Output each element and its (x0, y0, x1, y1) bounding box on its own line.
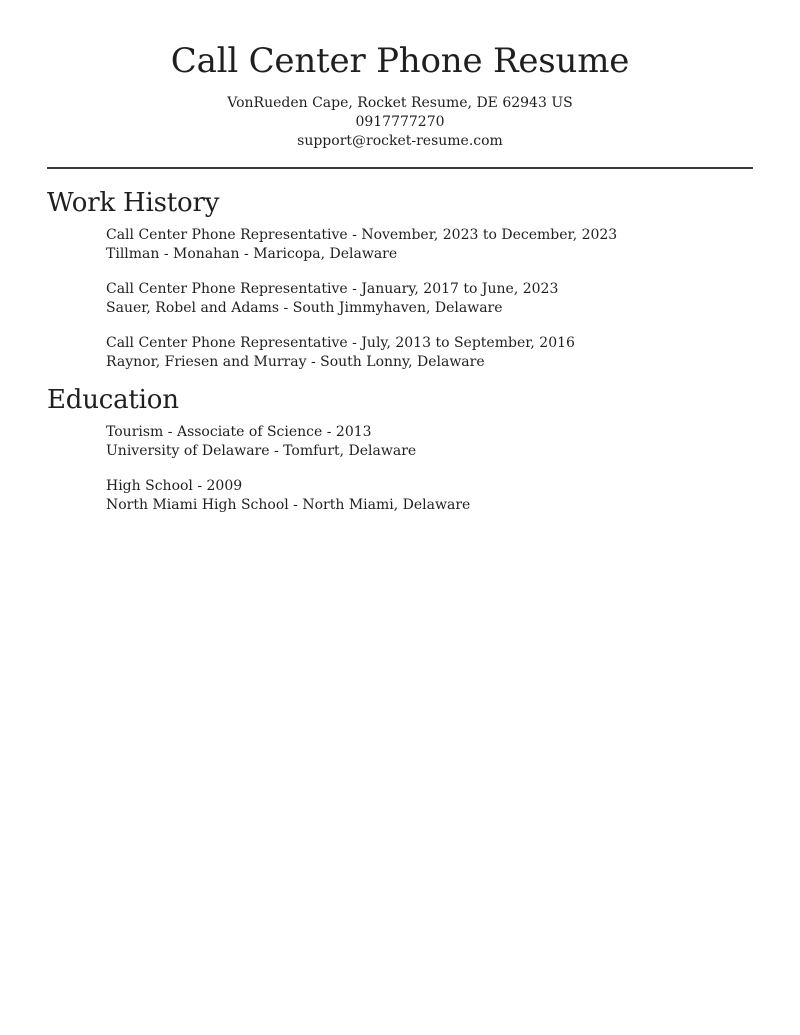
separator: - (288, 496, 303, 513)
work-entry-title-line (106, 226, 753, 245)
work-entry (106, 334, 753, 371)
work-entry-employer-line (106, 299, 753, 318)
work-entry-employer-line (106, 245, 753, 264)
job-end-date: June, 2023 (481, 281, 559, 297)
job-position: Call Center Phone Representative (106, 227, 348, 243)
separator: - (347, 227, 362, 243)
education-entry (106, 477, 753, 514)
employer-location: South Lonny, Delaware (320, 353, 485, 370)
separator: - (279, 299, 293, 316)
work-history-list (47, 226, 753, 371)
separator: - (269, 442, 284, 459)
header-divider (47, 167, 753, 169)
contact-phone: 0917777270 (355, 114, 445, 130)
work-entry-title-line (106, 280, 753, 299)
education-degree-line: Tourism - Associate of Science - 2013 (106, 424, 372, 440)
education-section (47, 383, 753, 514)
work-entry (106, 280, 753, 317)
education-degree-line: High School - 2009 (106, 478, 243, 494)
separator: - (347, 335, 362, 351)
work-entry-title-line (106, 334, 753, 353)
job-start-date: November, 2023 (361, 227, 479, 243)
work-entry (106, 226, 753, 263)
work-entry-employer-line (106, 353, 753, 372)
employer-name: Raynor, Friesen and Murray (106, 353, 307, 370)
job-end-date: September, 2016 (453, 335, 575, 351)
separator: - (306, 353, 321, 370)
job-end-date: December, 2023 (501, 227, 618, 243)
work-history-section (47, 186, 753, 371)
education-list (47, 423, 753, 514)
school-name: University of Delaware (106, 442, 270, 459)
employer-location: Maricopa, Delaware (253, 245, 398, 262)
employer-name: Tillman - Monahan (106, 245, 240, 262)
resume-title: Call Center Phone Resume (170, 41, 630, 81)
separator: - (347, 281, 362, 297)
date-separator: to (478, 227, 502, 243)
contact-info (47, 94, 753, 151)
employer-name: Sauer, Robel and Adams (106, 299, 280, 316)
school-name: North Miami High School (106, 496, 289, 513)
school-location: North Miami, Delaware (302, 496, 471, 513)
education-entry (106, 423, 753, 460)
job-start-date: January, 2017 (361, 281, 459, 297)
work-history-heading: Work History (47, 188, 220, 218)
resume-header (47, 38, 753, 151)
contact-email: support@rocket-resume.com (297, 133, 503, 149)
job-position: Call Center Phone Representative (106, 335, 348, 351)
education-school-line (106, 442, 753, 461)
date-separator: to (458, 281, 482, 297)
job-position: Call Center Phone Representative (106, 281, 348, 297)
contact-address: VonRueden Cape, Rocket Resume, DE 62943 US (227, 95, 573, 111)
education-school-line (106, 496, 753, 515)
date-separator: to (431, 335, 454, 351)
school-location: Tomfurt, Delaware (283, 442, 417, 459)
education-heading: Education (47, 385, 179, 415)
job-start-date: July, 2013 (361, 335, 431, 351)
separator: - (239, 245, 254, 262)
employer-location: South Jimmyhaven, Delaware (292, 299, 503, 316)
